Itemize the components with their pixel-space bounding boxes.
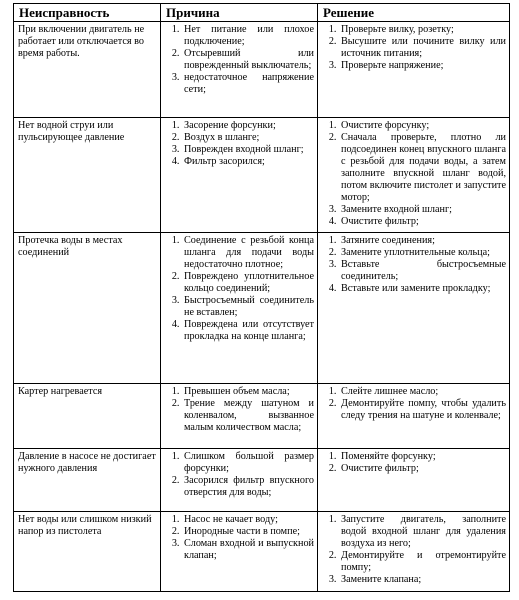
table-row bbox=[14, 449, 510, 512]
table-row bbox=[14, 512, 510, 592]
solution-item: 1. Затяните соединения; bbox=[339, 235, 506, 247]
solution-item: 2. Высушите или почините вилку или источник питания; bbox=[339, 36, 506, 60]
solution-cell bbox=[318, 384, 510, 449]
solution-cell bbox=[318, 118, 510, 233]
solution-item: 3. Замените клапана; bbox=[339, 574, 506, 586]
solution-list bbox=[322, 451, 506, 475]
cause-item: 1. Соединение с резьбой конца шланга для подачи воды недостаточно плотное; bbox=[182, 235, 314, 271]
cause-item: 3. Поврежден входной шланг; bbox=[182, 144, 314, 156]
solution-item: 3. Замените входной шланг; bbox=[339, 204, 506, 216]
fault-cell bbox=[14, 512, 161, 592]
solution-item: 1. Проверьте вилку, розетку; bbox=[339, 24, 506, 36]
solution-list bbox=[322, 514, 506, 586]
solution-item: 1. Поменяйте форсунку; bbox=[339, 451, 506, 463]
table-row bbox=[14, 233, 510, 384]
cause-item: 2. Трение между шатуном и коленвалом, вызванное малым количеством масла; bbox=[182, 398, 314, 434]
fault-text: Протечка воды в местах соединений bbox=[18, 235, 123, 259]
cause-item: 1. Нет питание или плохое подключение; bbox=[182, 24, 314, 48]
header-solution: Решение bbox=[318, 4, 510, 22]
cause-item: 2. Повреждено уплотнительное кольцо соединений; bbox=[182, 271, 314, 295]
solution-item: 4. Очистите фильтр; bbox=[339, 216, 506, 228]
fault-cell bbox=[14, 233, 161, 384]
solution-list bbox=[322, 386, 506, 422]
cause-cell bbox=[161, 512, 318, 592]
cause-item: 3. Быстросъемный соединитель не вставлен; bbox=[182, 295, 314, 319]
solution-cell bbox=[318, 512, 510, 592]
solution-cell bbox=[318, 449, 510, 512]
cause-item: 3. недостаточное напряжение сети; bbox=[182, 72, 314, 96]
cause-item: 1. Превышен объем масла; bbox=[182, 386, 314, 398]
cause-item: 4. Повреждена или отсутствует прокладка на конце шланга; bbox=[182, 319, 314, 343]
fault-text: При включении двигатель не работает или отключается во время работы. bbox=[18, 24, 145, 60]
cause-cell bbox=[161, 22, 318, 118]
fault-text: Давление в насосе не достигает нужного давления bbox=[18, 451, 156, 475]
table-row bbox=[14, 118, 510, 233]
solution-item: 1. Слейте лишнее масло; bbox=[339, 386, 506, 398]
fault-text: Нет воды или слишком низкий напор из пистолета bbox=[18, 514, 152, 538]
solution-item: 4. Вставьте или замените прокладку; bbox=[339, 283, 506, 295]
fault-text: Картер нагревается bbox=[18, 386, 103, 398]
cause-cell bbox=[161, 384, 318, 449]
solution-item: 2. Демонтируйте помпу, чтобы удалить следу трения на шатуне и коленвале; bbox=[339, 398, 506, 422]
cause-list bbox=[165, 451, 314, 499]
solution-cell bbox=[318, 22, 510, 118]
cause-item: 1. Слишком большой размер форсунки; bbox=[182, 451, 314, 475]
cause-list bbox=[165, 514, 314, 562]
solution-item: 3. Проверьте напряжение; bbox=[339, 60, 506, 72]
cause-item: 1. Насос не качает воду; bbox=[182, 514, 314, 526]
cause-item: 1. Засорение форсунки; bbox=[182, 120, 314, 132]
solution-list bbox=[322, 120, 506, 227]
solution-item: 2. Демонтируйте и отремонтируйте помпу; bbox=[339, 550, 506, 574]
cause-list bbox=[165, 120, 314, 168]
cause-list bbox=[165, 386, 314, 434]
solution-list bbox=[322, 235, 506, 295]
solution-item: 1. Запустите двигатель, заполните водой входной шланг для удаления воздуха из него; bbox=[339, 514, 506, 550]
solution-item: 2. Сначала проверьте, плотно ли подсоединен конец впускного шланга с резьбой для подачи воды, а затем заполните впускной шланг водой, потом включите пистолет и запустите мотор; bbox=[339, 132, 506, 204]
cause-cell bbox=[161, 118, 318, 233]
fault-cell bbox=[14, 118, 161, 233]
cause-item: 4. Фильтр засорился; bbox=[182, 156, 314, 168]
table-row bbox=[14, 22, 510, 118]
fault-cell bbox=[14, 22, 161, 118]
solution-cell bbox=[318, 233, 510, 384]
cause-item: 2. Отсыревший или поврежденный выключатель; bbox=[182, 48, 314, 72]
cause-list bbox=[165, 24, 314, 96]
header-cause: Причина bbox=[161, 4, 318, 22]
solution-list bbox=[322, 24, 506, 72]
cause-list bbox=[165, 235, 314, 342]
troubleshooting-document bbox=[13, 3, 509, 592]
header-fault: Неисправность bbox=[14, 4, 161, 22]
solution-item: 2. Очистите фильтр; bbox=[339, 463, 506, 475]
cause-item: 2. Воздух в шланге; bbox=[182, 132, 314, 144]
header-row bbox=[14, 4, 510, 22]
fault-text: Нет водной струи или пульсирующее давление bbox=[18, 120, 125, 144]
solution-item: 1. Очистите форсунку; bbox=[339, 120, 506, 132]
cause-item: 2. Засорился фильтр впускного отверстия для воды; bbox=[182, 475, 314, 499]
cause-cell bbox=[161, 449, 318, 512]
fault-cell bbox=[14, 384, 161, 449]
solution-item: 2. Замените уплотнительные кольца; bbox=[339, 247, 506, 259]
table-row bbox=[14, 384, 510, 449]
troubleshooting-table bbox=[13, 3, 510, 592]
solution-item: 3. Вставьте быстросъемные соединитель; bbox=[339, 259, 506, 283]
fault-cell bbox=[14, 449, 161, 512]
cause-cell bbox=[161, 233, 318, 384]
cause-item: 3. Сломан входной и выпускной клапан; bbox=[182, 538, 314, 562]
cause-item: 2. Инородные части в помпе; bbox=[182, 526, 314, 538]
